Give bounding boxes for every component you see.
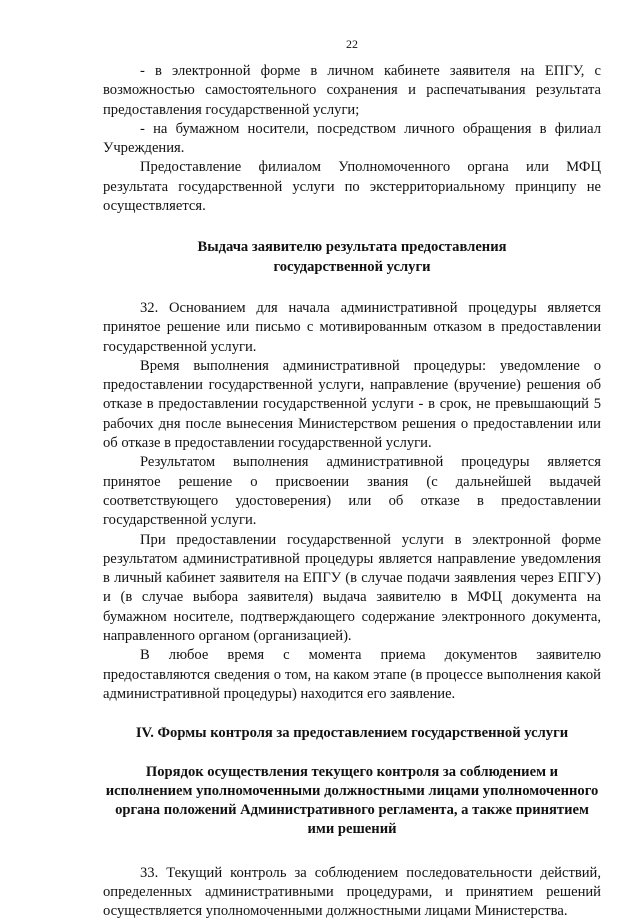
heading-issue-result: Выдача заявителю результата предоставления государственной услуги [197,239,507,275]
paragraph-32-electronic: При предоставлении государственной услуги в электронной форме результатом административной процедуры является направление уведомления в личный кабинет заявителя на ЕПГУ (в случае подачи заявления через ЕПГУ) и (в случае выбора заявителя) выдача заявителю в МФЦ документа на бумажном носителе, подтверждающего содержание электронного документа, направленного органом (организацией). [103,531,601,645]
paragraph-32-basis: 32. Основанием для начала административной процедуры является принятое решение или письмо с мотивированным отказом в предоставлении государственной услуги. [103,299,601,355]
heading-current-control: Порядок осуществления текущего контроля за соблюдением и исполнением уполномоченными должностными лицами уполномоченного органа положений Административного регламента, а также принятием ими решений [105,763,599,838]
paragraph-delivery-paper: - на бумажном носители, посредством личного обращения в филиал Учреждения. [103,120,601,157]
paragraph-extraterritorial: Предоставление филиалом Уполномоченного органа или МФЦ результата государственной услуги по экстерриториальному принципу не осуществляется. [103,159,601,215]
document-body [103,62,601,922]
paragraph-32-result: Результатом выполнения административной процедуры является принятое решение о присвоении звания (с дальнейшей выдачей соответствующего удостоверения) или об отказе в предоставлении государственной услуги. [103,454,601,529]
paragraph-33-current-control: 33. Текущий контроль за соблюдением последовательности действий, определенных административными процедурами, и принятием решений осуществляется уполномоченными должностными лицами Министерства. [103,864,601,920]
heading-section-iv: IV. Формы контроля за предоставлением государственной услуги [135,725,569,742]
paragraph-32-time: Время выполнения административной процедуры: уведомление о предоставлении государственной услуги, направление (вручение) решения об отказе в предоставлении государственной услуги - в срок, не превышающий 5 рабочих дня после вынесения Министерством решения о предоставлении или об отказе в предоставлении государственной услуги. [103,357,601,452]
paragraph-32-status: В любое время с момента приема документов заявителю предоставляются сведения о том, на каком этапе (в процессе выполнения какой административной процедуры) находится его заявление. [103,647,601,702]
paragraph-delivery-electronic: - в электронной форме в личном кабинете заявителя на ЕПГУ, с возможностью самостоятельного сохранения и распечатывания результата предоставления государственной услуги; [103,63,601,118]
page-number: 22 [346,37,358,51]
